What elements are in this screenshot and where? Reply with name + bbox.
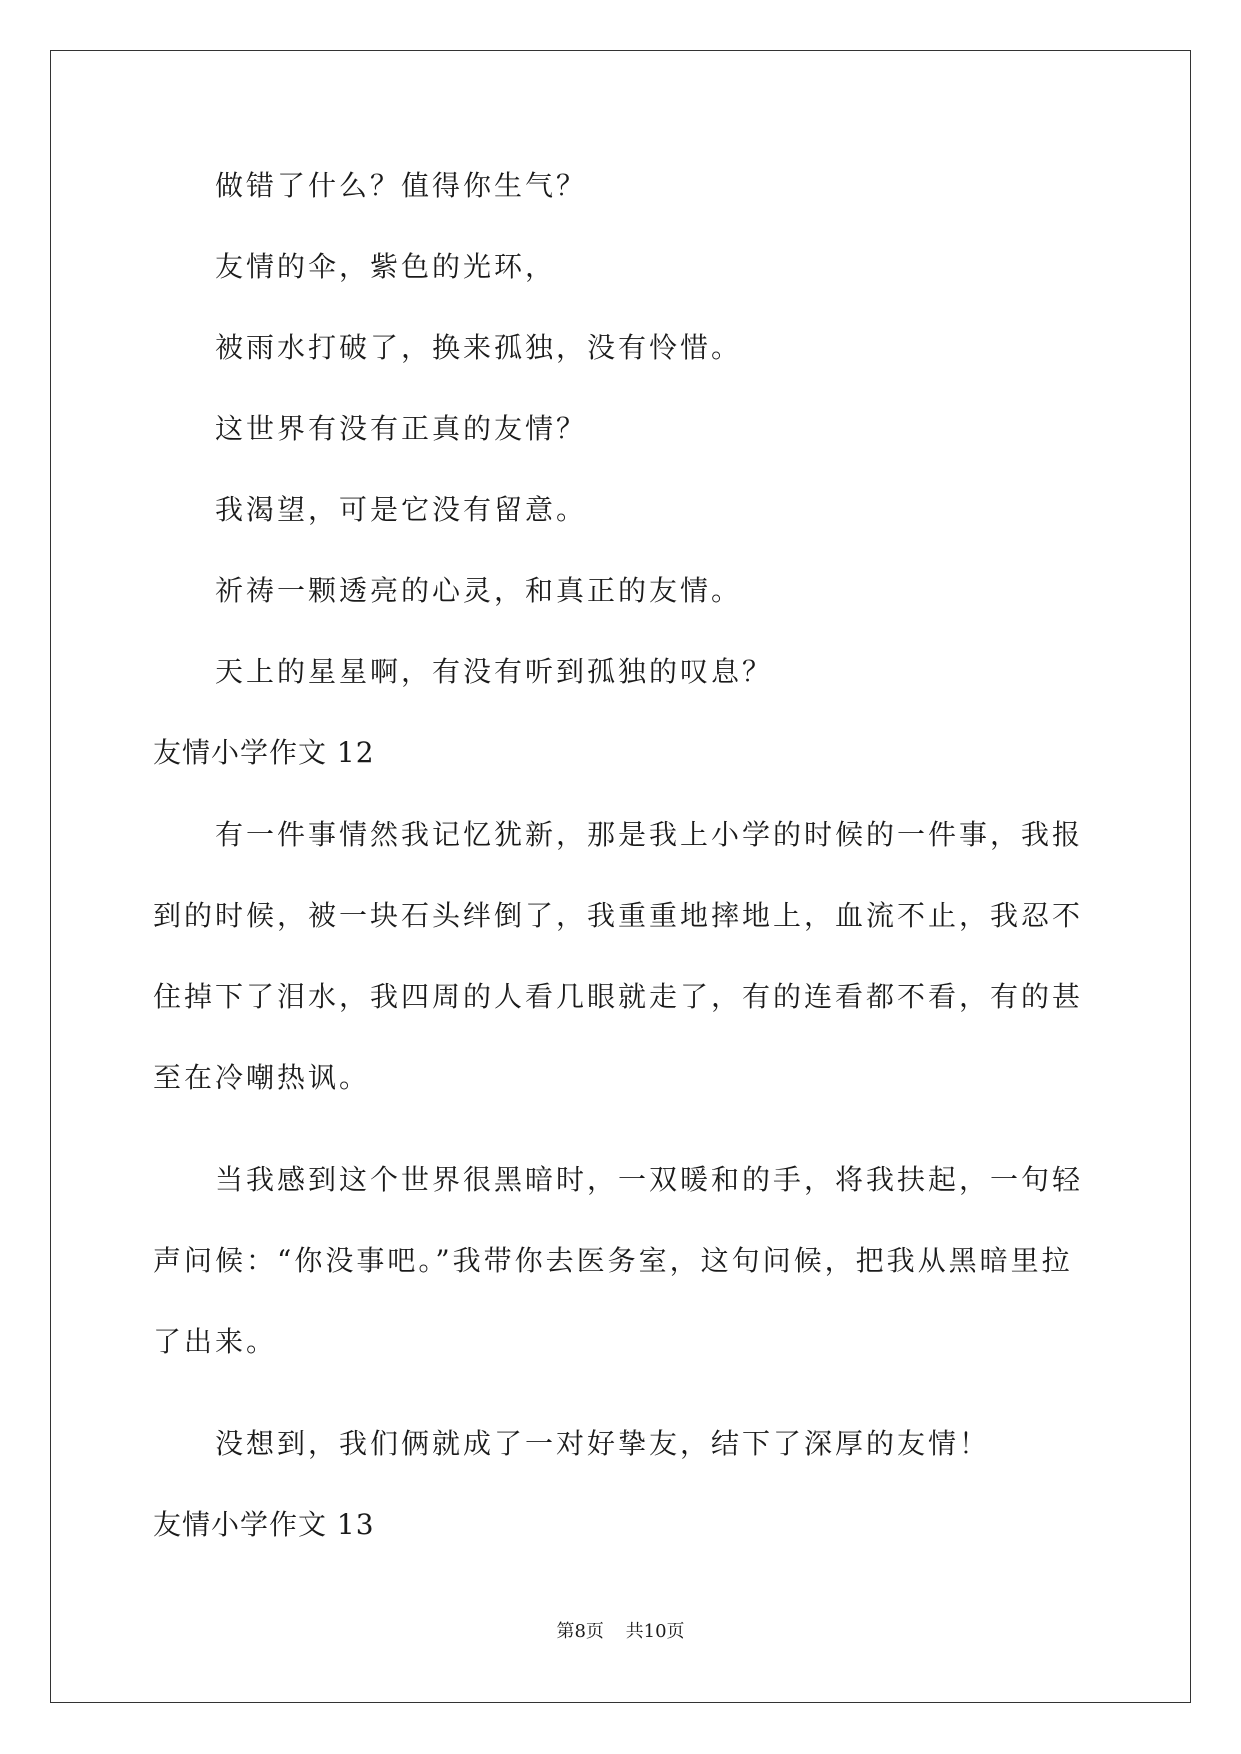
paragraph: 没想到，我们俩就成了一对好挚友，结下了深厚的友情！ bbox=[215, 1427, 991, 1460]
poem-line: 友情的伞，紫色的光环， bbox=[215, 250, 557, 283]
page-number-total: 共10页 bbox=[625, 1621, 685, 1642]
paragraph-wrapper bbox=[153, 794, 1088, 1118]
poem-line: 被雨水打破了，换来孤独，没有怜惜。 bbox=[215, 331, 743, 364]
paragraph: 有一件事情然我记忆犹新，那是我上小学的时候的一件事，我报到的时候，被一块石头绊倒了，我重重地摔地上，血流不止，我忍不住掉下了泪水，我四周的人看几眼就走了，有的连看都不看，有的甚至在冷嘲热讽。 bbox=[153, 818, 1084, 1094]
page-footer bbox=[0, 1620, 1241, 1644]
poem-line: 这世界有没有正真的友情？ bbox=[215, 412, 588, 445]
paragraph: 当我感到这个世界很黑暗时，一双暖和的手，将我扶起，一句轻声问候：“你没事吧。”我带你去医务室，这句问候，把我从黑暗里拉了出来。 bbox=[153, 1163, 1084, 1358]
section-heading-13: 友情小学作文 13 bbox=[153, 1508, 375, 1541]
poem-line: 我渴望，可是它没有留意。 bbox=[215, 493, 588, 526]
poem-line: 做错了什么？值得你生气？ bbox=[215, 169, 588, 202]
poem-line: 天上的星星啊，有没有听到孤独的叹息？ bbox=[215, 655, 774, 688]
paragraph-wrapper bbox=[153, 1403, 1088, 1484]
page-number-current: 第8页 bbox=[556, 1621, 604, 1642]
section-heading-12: 友情小学作文 12 bbox=[153, 736, 375, 769]
poem-line: 祈祷一颗透亮的心灵，和真正的友情。 bbox=[215, 574, 743, 607]
document-body bbox=[153, 166, 1088, 1586]
paragraph-wrapper bbox=[153, 1139, 1088, 1382]
